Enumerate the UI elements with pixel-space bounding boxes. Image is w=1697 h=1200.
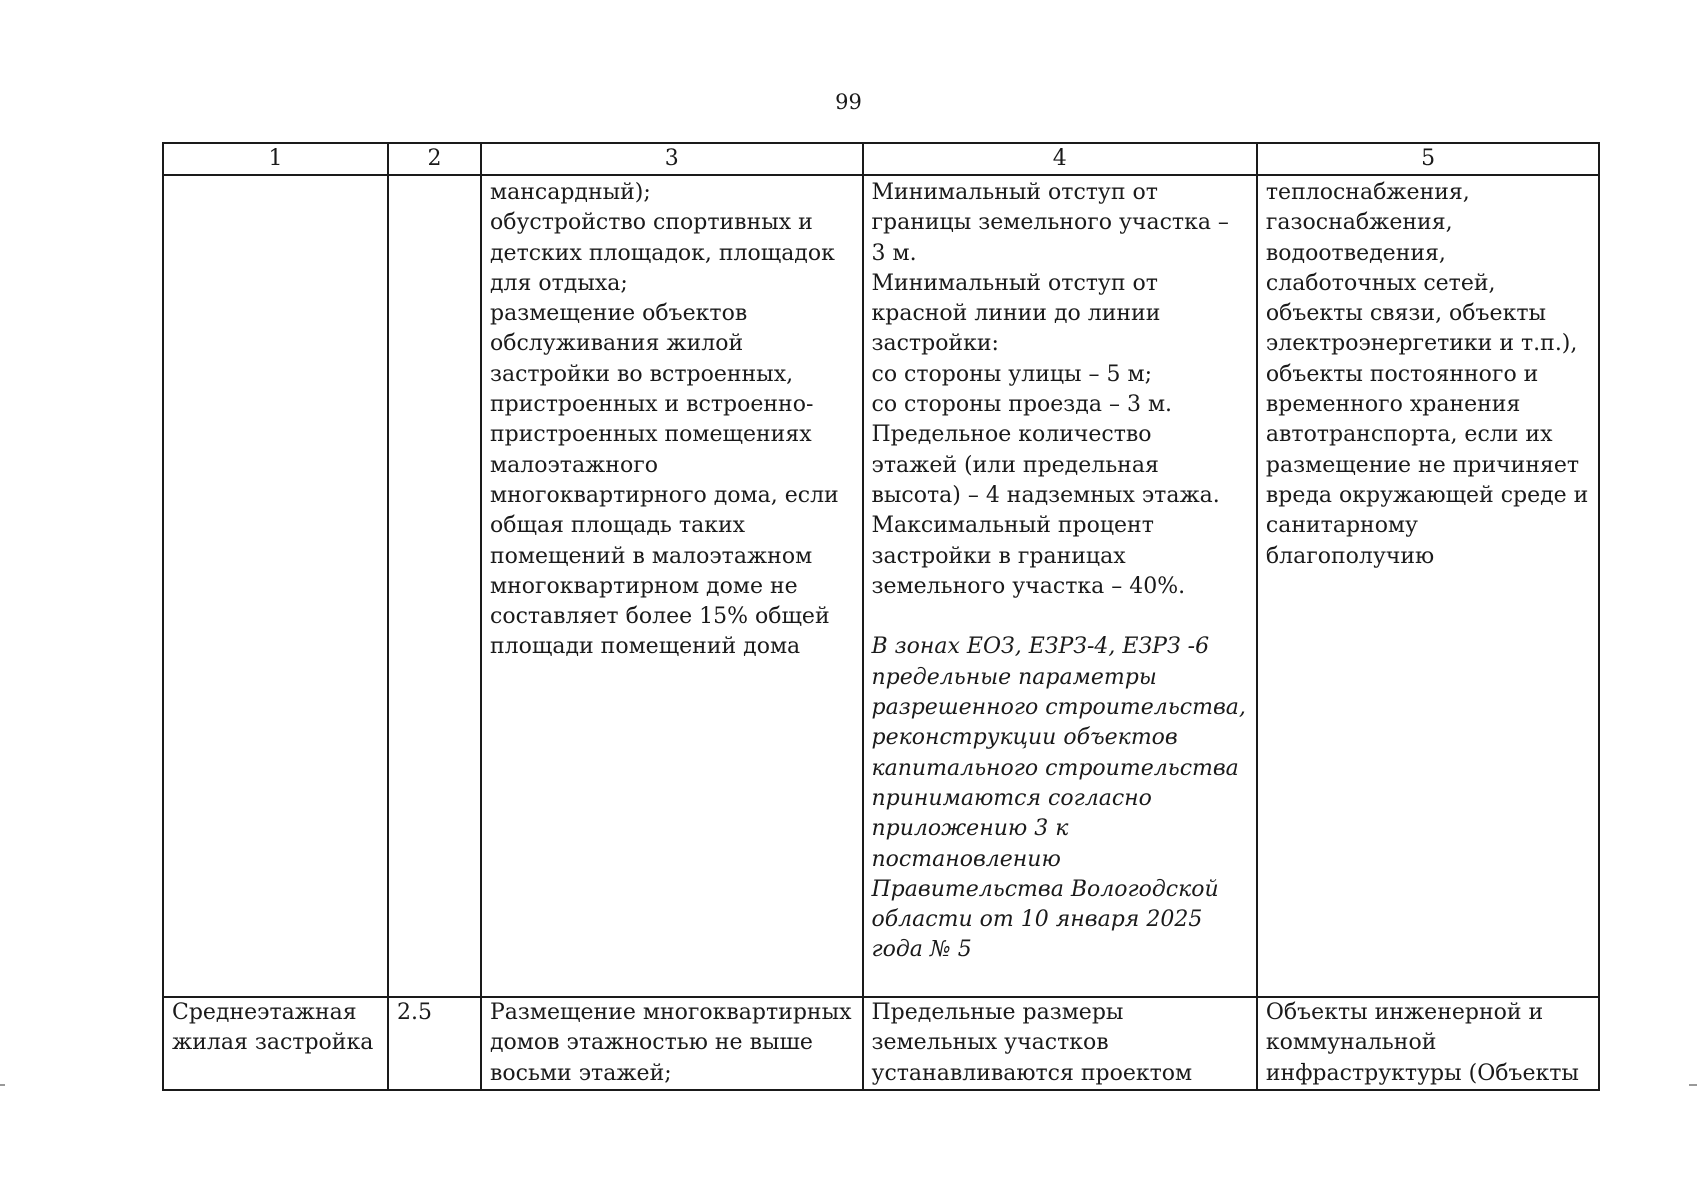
text-line: домов этажностью не выше (490, 1030, 813, 1056)
text-line: площади помещений дома (490, 634, 801, 660)
page-number: 99 (835, 90, 862, 114)
parameters-lines (872, 178, 1246, 602)
text-line: высота) – 4 надземных этажа. (871, 482, 1220, 508)
text-line: Максимальный процент (871, 513, 1154, 539)
text-line: газоснабжения, (1265, 210, 1453, 236)
text-line: предельные параметры (871, 664, 1157, 690)
parameters-gap (872, 602, 1246, 632)
text-line: слаботочных сетей, (1265, 270, 1496, 296)
text-line: реконструкции объектов (871, 725, 1178, 751)
text-line: Минимальный отступ от (871, 270, 1158, 296)
text-line: земельного участка – 40%. (871, 573, 1186, 599)
description-lines (490, 178, 852, 663)
parameters-lines (872, 998, 1246, 1089)
land-use-type-lines (172, 998, 377, 1059)
cell-code (388, 175, 481, 997)
text-line: капитального строительства (871, 755, 1239, 781)
cell-parameters (863, 997, 1257, 1090)
text-line: Правительства Вологодской (871, 876, 1219, 902)
parameters-note-italic (872, 632, 1246, 965)
text-line: мансардный); (490, 180, 651, 205)
text-line: пристроенных и встроенно- (490, 392, 814, 418)
header-cell-1: 1 (163, 143, 388, 175)
cell-land-use-type (163, 997, 388, 1090)
text-line: временного хранения (1265, 392, 1521, 418)
text-line: жилая застройка (172, 1030, 374, 1056)
text-line: общая площадь таких (490, 513, 746, 539)
text-line: восьми этажей; (490, 1060, 672, 1086)
text-line: объекты постоянного и (1265, 361, 1539, 387)
text-line: водоотведения, (1265, 240, 1446, 266)
header-cell-2: 2 (388, 143, 481, 175)
text-line: застройки во встроенных, (490, 361, 794, 387)
text-line: объекты связи, объекты (1265, 301, 1546, 327)
text-line: многоквартирного дома, если (490, 482, 839, 508)
cell-code: 2.5 (388, 997, 481, 1090)
text-line: застройки в границах (871, 543, 1126, 569)
description-lines (490, 998, 852, 1089)
text-line: размещение объектов (490, 301, 748, 327)
text-line: постановлению (871, 846, 1061, 872)
text-line: санитарному (1265, 513, 1418, 539)
cell-auxiliary-objects (1257, 997, 1599, 1090)
header-cell-3: 3 (481, 143, 863, 175)
text-line: земельных участков (871, 1030, 1109, 1056)
text-line: границы земельного участка – (871, 210, 1229, 236)
text-line: электроэнергетики и т.п.), (1265, 331, 1578, 357)
scan-edge-mark-right (1689, 1084, 1697, 1086)
text-line: многоквартирном доме не (490, 573, 798, 599)
text-line: автотранспорта, если их (1265, 422, 1553, 448)
text-line: В зонах ЕОЗ, ЕЗРЗ-4, ЕЗРЗ -6 (871, 634, 1210, 660)
text-line: Предельное количество (871, 422, 1152, 448)
text-line: этажей (или предельная (871, 452, 1159, 478)
text-line: красной линии до линии (871, 301, 1161, 327)
text-line: составляет более 15% общей (490, 604, 830, 630)
cell-description (481, 175, 863, 997)
table-row-mid-rise (163, 997, 1599, 1090)
text-line: детских площадок, площадок (490, 240, 835, 266)
text-line: застройки: (871, 331, 999, 357)
text-line: размещение не причиняет (1265, 452, 1580, 478)
text-line: области от 10 января 2025 (871, 907, 1203, 933)
regulations-table (162, 142, 1600, 1091)
text-line: со стороны улицы – 5 м; (871, 361, 1153, 387)
cell-description (481, 997, 863, 1090)
text-line: со стороны проезда – 3 м. (871, 392, 1173, 418)
header-cell-4: 4 (863, 143, 1257, 175)
text-line: обустройство спортивных и (490, 210, 813, 236)
text-line: Размещение многоквартирных (490, 1000, 852, 1025)
text-line: коммунальной (1265, 1030, 1437, 1056)
scan-edge-mark-left (0, 1084, 5, 1086)
text-line: вреда окружающей среде и (1265, 482, 1589, 508)
text-line: 3 м. (871, 240, 917, 266)
text-line: для отдыха; (490, 270, 628, 296)
cell-auxiliary-objects (1257, 175, 1599, 997)
text-line: устанавливаются проектом (871, 1060, 1193, 1086)
auxiliary-lines (1266, 178, 1588, 572)
text-line: разрешенного строительства, (871, 695, 1246, 721)
text-line: обслуживания жилой (490, 331, 744, 357)
cell-parameters (863, 175, 1257, 997)
text-line: малоэтажного (490, 452, 658, 478)
text-line: принимаются согласно (871, 785, 1152, 811)
text-line: приложению 3 к (871, 816, 1069, 842)
text-line: Среднеэтажная (172, 1000, 357, 1025)
text-line: Объекты инженерной и (1265, 1000, 1544, 1025)
table-row-continued (163, 175, 1599, 997)
text-line: инфраструктуры (Объекты (1265, 1060, 1579, 1086)
text-line: помещений в малоэтажном (490, 543, 813, 569)
text-line: теплоснабжения, (1265, 180, 1470, 205)
text-line: благополучию (1265, 543, 1435, 569)
auxiliary-lines (1266, 998, 1588, 1089)
text-line: пристроенных помещениях (490, 422, 812, 448)
header-cell-5: 5 (1257, 143, 1599, 175)
text-line: года № 5 (871, 937, 972, 963)
cell-land-use-type (163, 175, 388, 997)
table-header-row (163, 143, 1599, 175)
text-line: Минимальный отступ от (871, 180, 1158, 205)
text-line: Предельные размеры (871, 1000, 1124, 1025)
